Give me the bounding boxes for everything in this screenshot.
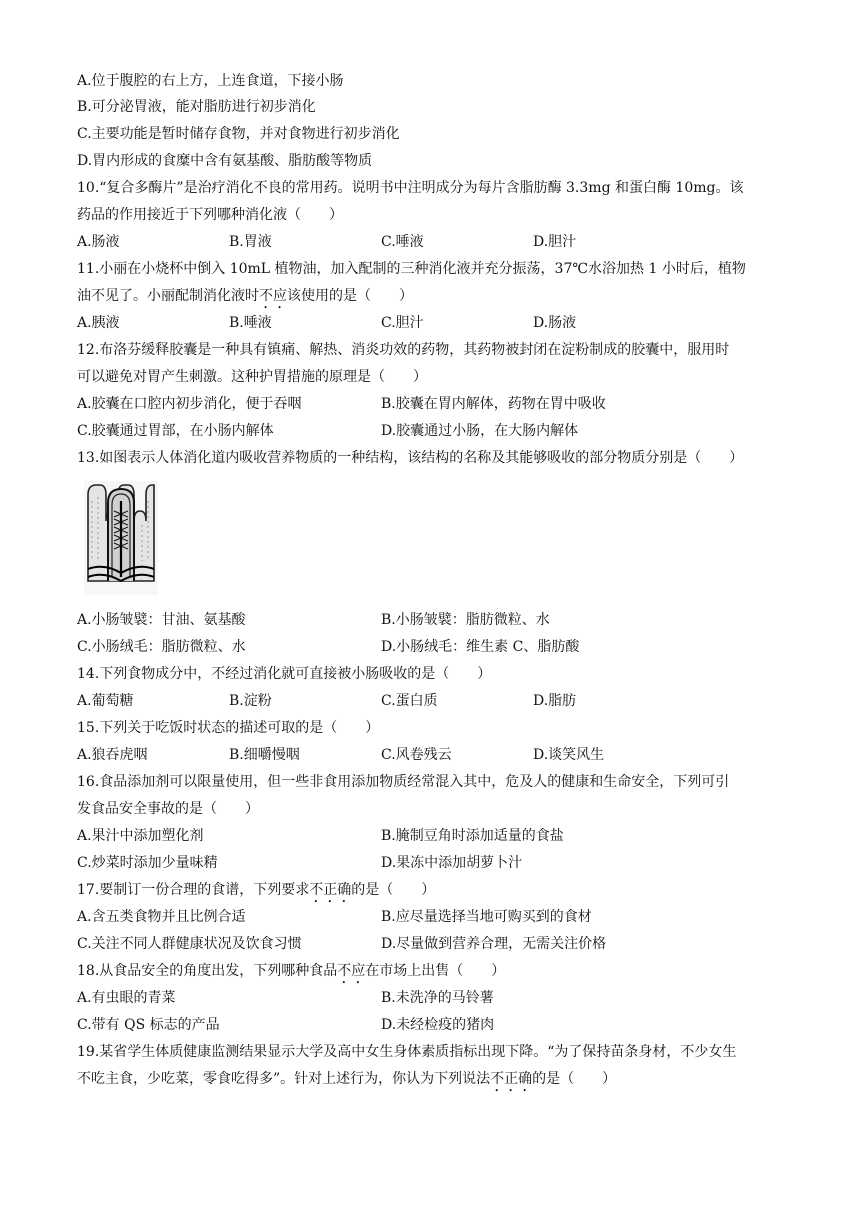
q13-option-c: C.小肠绒毛：脂肪微粒、水 xyxy=(77,639,246,655)
q14-stem: 14.下列食物成分中，不经过消化就可直接被小肠吸收的是（ ） xyxy=(77,666,492,682)
q11-stem-tail: 该使用的是（ ） xyxy=(287,288,413,304)
q19-stem-text: 不吃主食，少吃菜，零食吃得多”。针对上述行为，你认为下列说法 xyxy=(77,1071,491,1087)
q11-option-d: D.肠液 xyxy=(533,315,577,331)
q17-stem-tail: 的是（ ） xyxy=(351,882,436,898)
q17-emphasis: 不正确 xyxy=(309,882,352,898)
q10-option-b: B.胃液 xyxy=(229,234,272,250)
q9-option-d: D.胃内形成的食糜中含有氨基酸、脂肪酸等物质 xyxy=(77,153,373,169)
q18-option-a: A.有虫眼的青菜 xyxy=(77,990,176,1006)
q12-stem-line2: 可以避免对胃产生刺激。这种护胃措施的原理是（ ） xyxy=(77,369,427,385)
q18-stem-tail: 在市场上出售（ ） xyxy=(365,963,506,979)
q19-emphasis: 不正确 xyxy=(490,1071,533,1087)
q15-option-a: A.狼吞虎咽 xyxy=(77,747,148,763)
q13-option-b: B.小肠皱襞：脂肪微粒、水 xyxy=(381,612,550,628)
q16-option-d: D.果冻中添加胡萝卜汁 xyxy=(381,855,523,871)
q15-option-d: D.谈笑风生 xyxy=(533,747,605,763)
q12-option-a: A.胶囊在口腔内初步消化，便于吞咽 xyxy=(77,396,302,412)
q17-option-b: B.应尽量选择当地可购买到的食材 xyxy=(381,909,592,925)
q9-option-c: C.主要功能是暂时储存食物，并对食物进行初步消化 xyxy=(77,126,400,142)
q14-option-d: D.脂肪 xyxy=(533,693,577,709)
q14-option-c: C.蛋白质 xyxy=(381,693,438,709)
q14-option-b: B.淀粉 xyxy=(229,693,272,709)
q16-option-b: B.腌制豆角时添加适量的食盐 xyxy=(381,828,564,844)
q13-option-d: D.小肠绒毛：维生素 C、脂肪酸 xyxy=(381,639,580,655)
q18-option-c: C.带有 QS 标志的产品 xyxy=(77,1017,220,1033)
q12-option-c: C.胶囊通过胃部，在小肠内解体 xyxy=(77,423,274,439)
q16-option-a: A.果汁中添加塑化剂 xyxy=(77,828,204,844)
q11-stem-text: 油不见了。小丽配制消化液时 xyxy=(77,288,259,304)
q17-option-d: D.尽量做到营养合理，无需关注价格 xyxy=(381,936,607,952)
q10-stem-line2: 药品的作用接近于下列哪种消化液（ ） xyxy=(77,207,343,223)
q19-stem-line1: 19.某省学生体质健康监测结果显示大学及高中女生身体素质指标出现下降。“为了保持苗条身材，不少女生 xyxy=(77,1044,737,1060)
q18-emphasis: 不应 xyxy=(337,963,366,979)
q10-option-d: D.胆汁 xyxy=(533,234,577,250)
q19-stem-line2 xyxy=(77,1069,616,1095)
q13-stem: 13.如图表示人体消化道内吸收营养物质的一种结构，该结构的名称及其能够吸收的部分物质分别是（ ） xyxy=(77,450,744,466)
intestinal-villus-figure xyxy=(84,481,158,595)
q18-stem-text: 18.从食品安全的角度出发，下列哪种食品 xyxy=(77,963,338,979)
q11-option-a: A.胰液 xyxy=(77,315,120,331)
q10-option-a: A.肠液 xyxy=(77,234,120,250)
q9-option-a: A.位于腹腔的右上方，上连食道，下接小肠 xyxy=(77,73,344,89)
q17-option-c: C.关注不同人群健康状况及饮食习惯 xyxy=(77,936,302,952)
q18-option-b: B.未洗净的马铃薯 xyxy=(381,990,494,1006)
q18-stem xyxy=(77,961,505,987)
q12-stem-line1: 12.布洛芬缓释胶囊是一种具有镇痛、解热、消炎功效的药物，其药物被封闭在淀粉制成的胶囊中，服用时 xyxy=(77,342,730,358)
q16-stem-line1: 16.食品添加剂可以限量使用，但一些非食用添加物质经常混入其中，危及人的健康和生命安全，下列可引 xyxy=(77,774,730,790)
q10-option-c: C.唾液 xyxy=(381,234,424,250)
q18-option-d: D.未经检疫的猪肉 xyxy=(381,1017,495,1033)
q11-stem-line1: 11.小丽在小烧杯中倒入 10mL 植物油，加入配制的三种消化液并充分振荡，37℃水浴加热 1 小时后，植物 xyxy=(77,261,746,277)
q15-option-b: B.细嚼慢咽 xyxy=(229,747,300,763)
q12-option-d: D.胶囊通过小肠，在大肠内解体 xyxy=(381,423,579,439)
q17-stem xyxy=(77,880,435,906)
q11-option-b: B.唾液 xyxy=(229,315,272,331)
q15-stem: 15.下列关于吃饭时状态的描述可取的是（ ） xyxy=(77,720,380,736)
q9-option-b: B.可分泌胃液，能对脂肪进行初步消化 xyxy=(77,99,316,115)
q19-stem-tail: 的是（ ） xyxy=(532,1071,617,1087)
q13-option-a: A.小肠皱襞：甘油、氨基酸 xyxy=(77,612,246,628)
q16-option-c: C.炒菜时添加少量味精 xyxy=(77,855,218,871)
q11-stem-line2 xyxy=(77,286,413,312)
q10-stem-line1: 10.“复合多酶片”是治疗消化不良的常用药。说明书中注明成分为每片含脂肪酶 3.3mg 和蛋白酶 10mg。该 xyxy=(77,180,744,196)
q12-option-b: B.胶囊在胃内解体，药物在胃中吸收 xyxy=(381,396,606,412)
q17-stem-text: 17.要制订一份合理的食谱，下列要求 xyxy=(77,882,310,898)
q11-emphasis: 不应 xyxy=(259,288,287,304)
q16-stem-line2: 发食品安全事故的是（ ） xyxy=(77,801,259,817)
q17-option-a: A.含五类食物并且比例合适 xyxy=(77,909,246,925)
q15-option-c: C.风卷残云 xyxy=(381,747,452,763)
q14-option-a: A.葡萄糖 xyxy=(77,693,134,709)
q11-option-c: C.胆汁 xyxy=(381,315,424,331)
